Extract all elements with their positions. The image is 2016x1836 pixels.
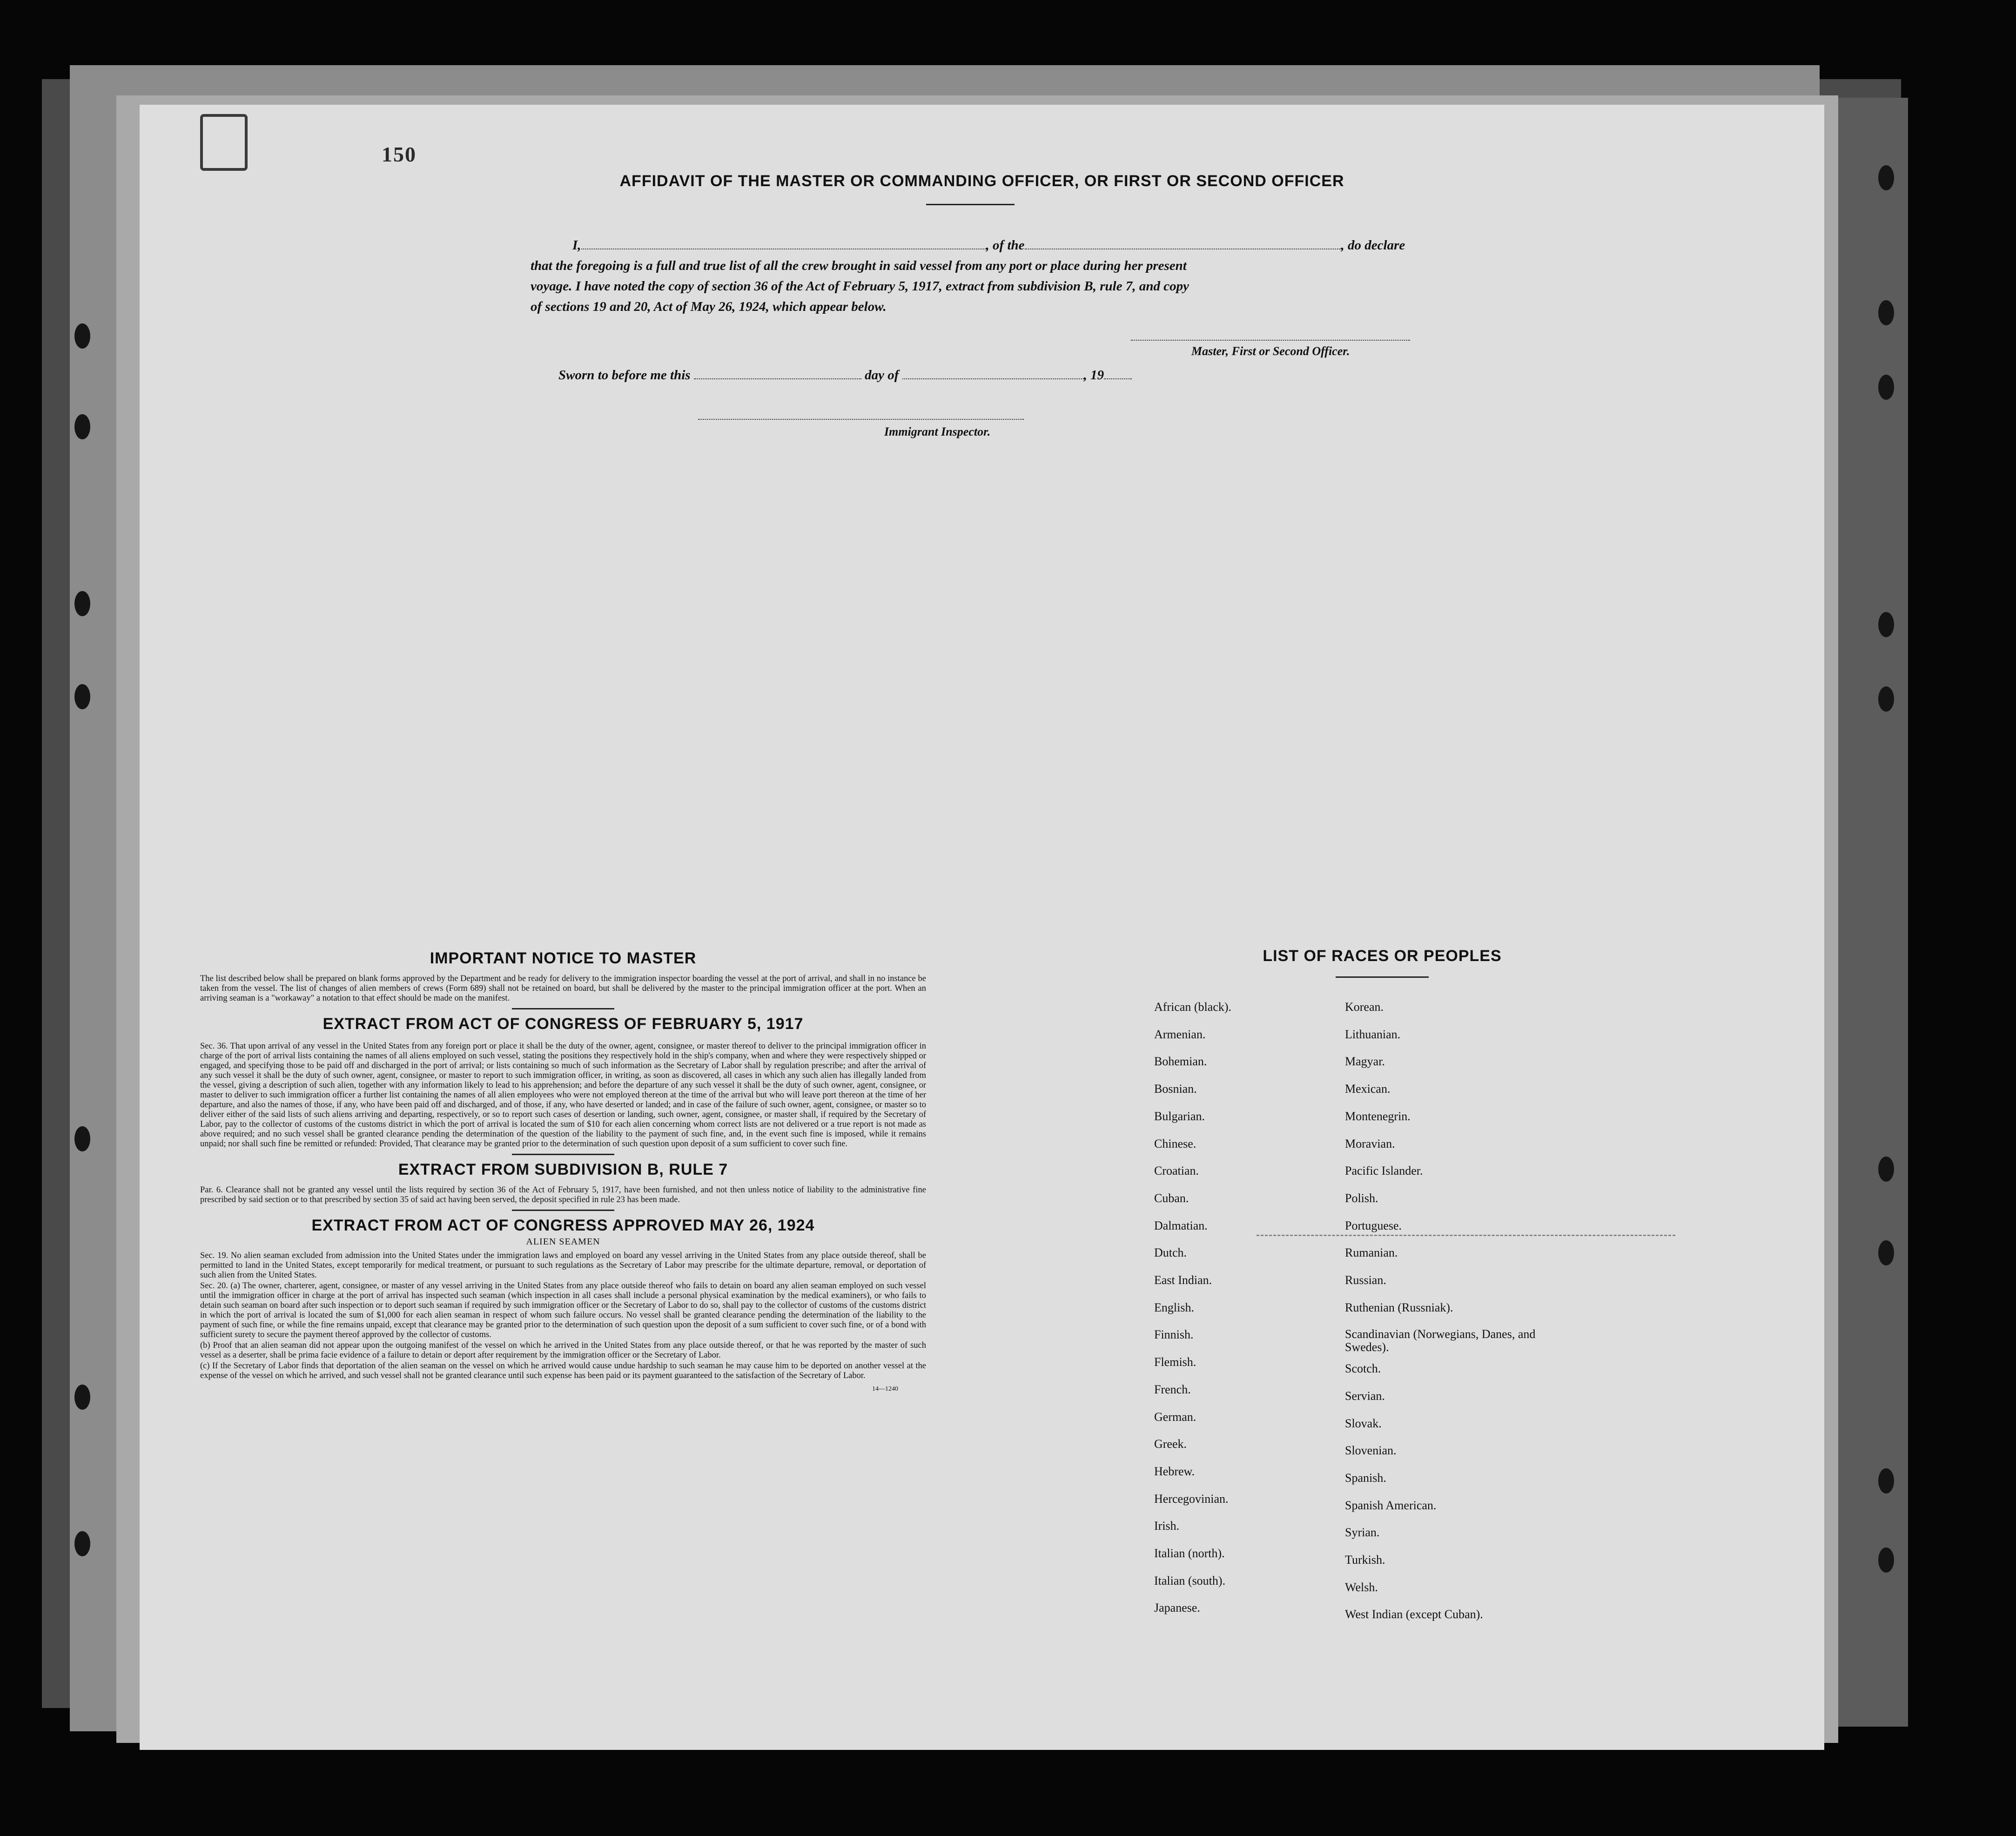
notice-title: IMPORTANT NOTICE TO MASTER: [430, 949, 697, 967]
race-item: Spanish American.: [1345, 1498, 1437, 1512]
section-rule: [512, 1210, 614, 1211]
punch-hole: [74, 1385, 90, 1410]
sworn-day-blank: [694, 378, 861, 379]
punch-hole: [1878, 612, 1894, 637]
corner-stamp: [200, 114, 248, 171]
race-item: Bulgarian.: [1154, 1109, 1205, 1123]
sworn-day-of: day of: [865, 368, 899, 383]
race-item: Greek.: [1154, 1437, 1187, 1451]
race-item: French.: [1154, 1382, 1191, 1396]
extract-1924-sec20b: (b) Proof that an alien seaman did not appear upon the outgoing manifest of the vessel on which he arrived in the United States from any place outside thereof, or that he was reported by the master of such vessel as a deserter, shall be prima facie evidence of a failure to detain or deport after requirement by the immigration officer or the Secretary of Labor.: [200, 1341, 926, 1360]
punch-hole: [1878, 375, 1894, 400]
race-item: Finnish.: [1154, 1328, 1194, 1342]
race-item: Scandinavian (Norwegians, Danes, and Swedes).: [1345, 1327, 1536, 1354]
punch-hole: [74, 591, 90, 616]
race-item: Slovak.: [1345, 1416, 1382, 1430]
race-item: Welsh.: [1345, 1580, 1378, 1594]
race-item: Lithuanian.: [1345, 1027, 1401, 1041]
extract-1924-sec20c: (c) If the Secretary of Labor finds that deportation of the alien seaman on the vessel on which he arrived would cause undue hardship to such seaman he may cause him to be deported on another vessel at the expense of the vessel on which he arrived, and such vessel shall not be granted clearance until such expense has been paid or its payment guaranteed to the satisfaction of the Secretary of Labor.: [200, 1361, 926, 1380]
extract-1924-sec19: Sec. 19. No alien seaman excluded from admission into the United States under the immigration laws and employed on board any vessel arriving in the United States from any place outside thereof, shall be permitted to land in the United States, except temporarily for medical treatment, or pursuant to such regulations as the Secretary of Labor may prescribe for the ultimate departure, removal, or deportation of such alien from the United States.: [200, 1251, 926, 1280]
race-item: East Indian.: [1154, 1273, 1212, 1287]
punch-hole: [1878, 1468, 1894, 1493]
affidavit-line: that the foregoing is a full and true list of all the crew brought in said vessel from any port or place during her present: [531, 258, 1187, 273]
punch-hole: [1878, 1547, 1894, 1573]
sworn-text: Sworn to before me this: [558, 368, 691, 383]
extract-1924-subtitle: ALIEN SEAMEN: [526, 1237, 600, 1247]
race-item: Spanish.: [1345, 1471, 1386, 1485]
race-item: Slovenian.: [1345, 1444, 1397, 1458]
race-item: Chinese.: [1154, 1137, 1196, 1150]
races-rule: [1336, 976, 1429, 978]
race-item: Irish.: [1154, 1519, 1180, 1533]
race-item: Italian (south).: [1154, 1574, 1226, 1587]
race-item: Hercegovinian.: [1154, 1492, 1229, 1506]
race-item: English.: [1154, 1300, 1194, 1314]
race-item: Armenian.: [1154, 1027, 1206, 1041]
race-item: Turkish.: [1345, 1553, 1385, 1567]
race-item: Montenegrin.: [1345, 1109, 1411, 1123]
sworn-year: , 19: [1083, 368, 1104, 383]
race-item: Japanese.: [1154, 1601, 1200, 1615]
race-item: Flemish.: [1154, 1355, 1196, 1369]
manifest-page: [140, 105, 1824, 1750]
race-item: Magyar.: [1345, 1055, 1385, 1069]
race-item: Portuguese.: [1345, 1218, 1402, 1232]
race-item: Rumanian.: [1345, 1246, 1398, 1260]
race-item: Scotch.: [1345, 1362, 1381, 1376]
extract-rule7-text: Par. 6. Clearance shall not be granted any vessel until the lists required by section 36 of the Act of February 5, 1917, have been furnished, and not then unless notice of liability to the administrative fine prescribed by said section or to that prescribed by section 35 of said act having been served, the deposit specified in rule 23 has been made.: [200, 1185, 926, 1204]
race-item: Croatian.: [1154, 1164, 1199, 1178]
race-item: Moravian.: [1345, 1137, 1395, 1150]
extract-1924-title: EXTRACT FROM ACT OF CONGRESS APPROVED MAY 26, 1924: [311, 1217, 815, 1234]
sworn-year-blank: [1104, 378, 1132, 379]
extract-1917-title: EXTRACT FROM ACT OF CONGRESS OF FEBRUARY 5, 1917: [323, 1015, 804, 1033]
punch-hole: [1878, 1157, 1894, 1182]
race-item: West Indian (except Cuban).: [1345, 1607, 1483, 1621]
race-item: Korean.: [1345, 1000, 1384, 1014]
affidavit-declare: , do declare: [1341, 238, 1405, 253]
affidavit-i: I,: [572, 238, 581, 253]
race-item: Polish.: [1345, 1191, 1378, 1205]
section-rule: [512, 1154, 614, 1155]
race-item: Syrian.: [1345, 1526, 1380, 1540]
notice-text: The list described below shall be prepared on blank forms approved by the Department and be ready for delivery to the immigration inspector boarding the vessel at the port of arrival, and shall in no instance be taken from the vessel. The list of changes of alien members of crews (Form 689) shall not be retained on board, but shall be delivered by the master to the principal immigration officer at the port. When an arriving seaman is a "workaway" a notation to that effect should be made on the manifest.: [200, 974, 926, 1003]
race-item: African (black).: [1154, 1000, 1232, 1014]
race-item: Servian.: [1345, 1389, 1385, 1403]
form-number: 14—1240: [872, 1385, 898, 1392]
punch-hole: [1878, 300, 1894, 325]
extract-1917-text: Sec. 36. That upon arrival of any vessel in the United States from any foreign port or place it shall be the duty of the owner, agent, consignee, or master thereof to deliver to the principal immigration officer in charge of the port of arrival lists containing the names of all aliens employed on such vessel, stating the positions they respectively hold in the ship's company, when and where they were respectively shipped or engaged, and specifying those to be paid off and discharged in the port of arrival; or lists containing so much of such information as the Secretary of Labor shall by regulation prescribe; and after the arrival of any such vessel it shall be the duty of such owner, agent, consignee, or master to report to such immigration officer, in writing, as soon as discovered, all cases in which any such alien has illegally landed from the vessel, giving a description of such alien, together with any information likely to lead to his apprehension; and before the departure of any such vessel it shall be the duty of such owner, agent, consignee, or master to deliver to such immigration officer a further list containing the names of all alien employees who were not employed thereon at the time of the arrival but who will leave port thereon at the time of her departure, and also the names of those, if any, who have been paid off and discharged, and of those, if any, who have deserted or landed; and in case of the failure of such owner, agent, consignee, or master so to deliver either of the said lists of such aliens arriving and departing, respectively, or so to report such cases of desertion or landing, such owner, agent, consignee, or master shall, if required by the Secretary of Labor, pay to the collector of customs of the customs district in which the port of arrival is located the sum of $10 for each alien concerning whom correct lists are not delivered or a true report is not made as above required; and no such vessel shall be granted clearance pending the determination of the question of the liability to the payment of such fine, and, in the event such fine is imposed, while it remains unpaid; nor shall such fine be remitted or refunded: Provided, That clearance may be granted prior to the determination of such question upon deposit of a sum sufficient to cover such fine.: [200, 1042, 926, 1149]
inspector-label: Immigrant Inspector.: [884, 425, 991, 438]
race-item: Ruthenian (Russniak).: [1345, 1300, 1453, 1314]
notices-column: [200, 949, 926, 1393]
affidavit-text: [531, 235, 1573, 317]
section-rule: [512, 1008, 614, 1009]
race-item: Bohemian.: [1154, 1055, 1207, 1069]
races-column-2: [1345, 994, 1550, 1628]
race-item: Hebrew.: [1154, 1464, 1195, 1478]
punch-hole: [74, 1531, 90, 1556]
race-item: Pacific Islander.: [1345, 1164, 1423, 1178]
title-rule: [926, 204, 1015, 205]
punch-hole: [74, 414, 90, 439]
extract-1924-sec20a: Sec. 20. (a) The owner, charterer, agent, consignee, or master of any vessel arriving in the United States from any place outside thereof who fails to detain on board any alien seaman employed on such vessel until the immigration officer in charge at the port of arrival has inspected such seaman (which inspection in all cases shall include a personal physical examination by the medical examiners), or who fails to detain such seaman on board after such inspection or to deport such seaman if required by such immigration officer or the Secretary of Labor to do so, shall pay to the collector of customs of the customs district in which the port of arrival is located the sum of $1,000 for each alien seaman in respect of whom such failure occurs. No vessel shall be granted clearance pending the determination of the liability to the payment of such fine, or while the fine remains unpaid, except that clearance may be granted prior to the determination of such question upon the deposit of a sum sufficient to cover such fine, or of a bond with sufficient surety to secure the payment thereof approved by the collector of customs.: [200, 1281, 926, 1339]
inspector-line: [698, 419, 1024, 420]
affidavit-of-the: , of the: [986, 238, 1025, 253]
races-title: LIST OF RACES OR PEOPLES: [1263, 947, 1502, 965]
race-item: Russian.: [1345, 1273, 1386, 1287]
race-item: Dalmatian.: [1154, 1218, 1208, 1232]
affidavit-title: AFFIDAVIT OF THE MASTER OR COMMANDING OFFICER, OR FIRST OR SECOND OFFICER: [619, 172, 1344, 190]
sworn-line: [558, 368, 1132, 383]
race-item: German.: [1154, 1410, 1196, 1424]
punch-hole: [74, 1126, 90, 1151]
signature-line: [1131, 340, 1410, 341]
punch-hole: [74, 684, 90, 709]
sworn-month-blank: [902, 378, 1084, 379]
race-item: Mexican.: [1345, 1082, 1391, 1096]
extract-rule7-title: EXTRACT FROM SUBDIVISION B, RULE 7: [398, 1161, 728, 1178]
affidavit-line: voyage. I have noted the copy of section 36 of the Act of February 5, 1917, extract from subdivision B, rule 7, and copy: [531, 279, 1189, 294]
signature-label: Master, First or Second Officer.: [1191, 344, 1350, 358]
punch-hole: [1878, 165, 1894, 190]
punch-hole: [1878, 686, 1894, 712]
page-number: 150: [382, 142, 417, 166]
punch-hole: [1878, 1240, 1894, 1265]
races-column-1: [1154, 994, 1326, 1622]
race-item: Cuban.: [1154, 1191, 1189, 1205]
affidavit-line: of sections 19 and 20, Act of May 26, 1924, which appear below.: [531, 299, 887, 314]
punch-hole: [74, 323, 90, 349]
race-item: Dutch.: [1154, 1246, 1187, 1260]
race-item: Bosnian.: [1154, 1082, 1197, 1096]
race-item: Italian (north).: [1154, 1547, 1225, 1560]
